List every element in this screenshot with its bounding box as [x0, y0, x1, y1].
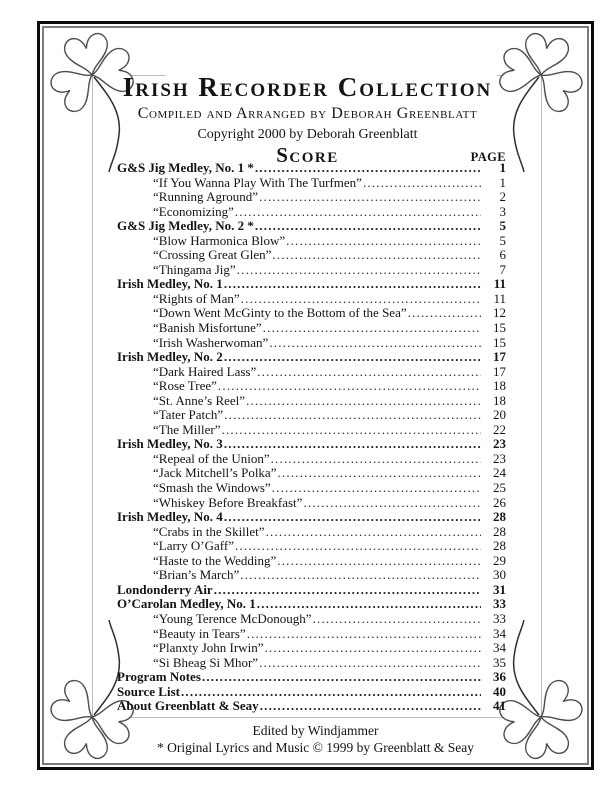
toc-dot-leader — [257, 365, 481, 380]
toc-dot-leader — [224, 510, 481, 525]
toc-entry-page-number: 33 — [493, 596, 506, 612]
toc-dot-leader — [224, 277, 481, 292]
toc-entry — [117, 365, 506, 380]
toc-entry-label: “Thingama Jig” — [153, 261, 236, 277]
toc-entry-label: “Rights of Man” — [153, 290, 240, 306]
toc-entry-page-number: 28 — [493, 509, 506, 525]
toc-entry-label: “Economizing” — [153, 203, 234, 219]
toc-dot-leader — [235, 205, 481, 220]
toc-dot-leader — [257, 597, 481, 612]
toc-entry — [117, 234, 506, 249]
toc-entry-page-number: 2 — [499, 189, 506, 205]
toc-entry-page-number: 23 — [493, 436, 506, 452]
toc-entry-page-number: 34 — [493, 625, 506, 641]
toc-entry-label: “Larry O’Gaff” — [153, 538, 234, 554]
toc-entry-label: “Si Bheag Si Mhor” — [153, 654, 259, 670]
toc-entry — [117, 205, 506, 220]
toc-entry-page-number: 17 — [493, 349, 506, 365]
toc-entry-label: G&S Jig Medley, No. 2 * — [117, 218, 254, 234]
page-footer — [37, 723, 594, 756]
toc-entry-label: “Brian’s March” — [153, 567, 240, 583]
toc-dot-leader — [214, 583, 481, 598]
toc-dot-leader — [263, 321, 481, 336]
toc-entry-label: “Blow Harmonica Blow” — [153, 232, 286, 248]
arranger-subtitle: Compiled and Arranged by Deborah Greenblatt — [137, 105, 478, 122]
toc-dot-leader — [264, 641, 481, 656]
toc-entry — [117, 597, 506, 612]
toc-dot-leader — [277, 554, 481, 569]
toc-entry — [117, 656, 506, 671]
toc-entry-label: “Beauty in Tears” — [153, 625, 246, 641]
toc-entry-page-number: 23 — [493, 450, 506, 466]
toc-entry-page-number: 15 — [493, 320, 506, 336]
toc-entry — [117, 176, 506, 191]
toc-entry — [117, 583, 506, 598]
toc-entry-label: “Running Aground” — [153, 189, 259, 205]
original-music-rights-line: * Original Lyrics and Music © 1999 by Greenblatt & Seay — [157, 739, 474, 755]
toc-entry-label: “Whiskey Before Breakfast” — [153, 494, 303, 510]
toc-dot-leader — [202, 670, 481, 685]
toc-entry-label: “Smash the Windows” — [153, 480, 271, 496]
toc-entry-label: Source List — [117, 683, 180, 699]
toc-list — [117, 161, 506, 714]
toc-dot-leader — [218, 379, 481, 394]
toc-dot-leader — [237, 263, 481, 278]
toc-entry — [117, 321, 506, 336]
toc-entry-page-number: 41 — [493, 698, 506, 714]
toc-dot-leader — [313, 612, 481, 627]
toc-dot-leader — [277, 466, 481, 481]
toc-dot-leader — [255, 219, 481, 234]
collection-title: Irish Recorder Collection — [122, 72, 493, 102]
toc-entry-label: “If You Wanna Play With The Turfmen” — [153, 174, 362, 190]
toc-entry-label: “Haste to the Wedding” — [153, 552, 277, 568]
toc-entry-page-number: 1 — [499, 174, 506, 190]
toc-entry-page-number: 31 — [493, 581, 506, 597]
toc-entry-label: “Crossing Great Glen” — [153, 247, 272, 263]
toc-entry — [117, 510, 506, 525]
toc-dot-leader — [235, 539, 481, 554]
toc-entry — [117, 525, 506, 540]
toc-dot-leader — [224, 437, 481, 452]
toc-dot-leader — [272, 248, 481, 263]
toc-entry — [117, 219, 506, 234]
toc-entry — [117, 379, 506, 394]
toc-entry — [117, 627, 506, 642]
toc-entry-label: Irish Medley, No. 1 — [117, 276, 223, 292]
toc-entry-page-number: 28 — [493, 538, 506, 554]
toc-dot-leader — [255, 161, 481, 176]
toc-entry-page-number: 5 — [499, 218, 506, 234]
toc-dot-leader — [272, 481, 481, 496]
toc-entry — [117, 408, 506, 423]
toc-entry-label: “Dark Haired Lass” — [153, 363, 257, 379]
copyright-line: Copyright 2000 by Deborah Greenblatt — [197, 127, 418, 142]
toc-entry — [117, 248, 506, 263]
toc-entry-label: “Jack Mitchell’s Polka” — [153, 465, 277, 481]
toc-entry-page-number: 11 — [493, 290, 506, 306]
toc-dot-leader — [259, 656, 481, 671]
toc-dot-leader — [247, 627, 481, 642]
toc-entry-label: “Repeal of the Union” — [153, 450, 270, 466]
toc-entry-page-number: 12 — [493, 305, 506, 321]
toc-entry-page-number: 15 — [493, 334, 506, 350]
toc-entry-label: Irish Medley, No. 3 — [117, 436, 223, 452]
score-section-title: Score — [276, 143, 339, 167]
toc-entry-page-number: 6 — [499, 247, 506, 263]
toc-entry — [117, 277, 506, 292]
toc-entry-page-number: 5 — [499, 232, 506, 248]
toc-entry-label: G&S Jig Medley, No. 1 * — [117, 160, 254, 175]
toc-entry-page-number: 40 — [493, 683, 506, 699]
toc-entry — [117, 423, 506, 438]
toc-entry-label: “The Miller” — [153, 421, 221, 437]
toc-entry-page-number: 3 — [499, 203, 506, 219]
toc-entry-label: “Tater Patch” — [153, 407, 224, 423]
toc-entry-page-number: 26 — [493, 494, 506, 510]
toc-entry-label: Londonderry Air — [117, 581, 213, 597]
toc-entry-label: Irish Medley, No. 4 — [117, 509, 223, 525]
toc-entry-label: “Young Terence McDonough” — [153, 610, 312, 626]
toc-dot-leader — [181, 685, 481, 700]
toc-dot-leader — [271, 452, 481, 467]
toc-dot-leader — [408, 306, 481, 321]
toc-entry — [117, 496, 506, 511]
toc-dot-leader — [240, 568, 481, 583]
toc-entry-page-number: 1 — [499, 160, 506, 175]
toc-entry — [117, 554, 506, 569]
toc-dot-leader — [246, 394, 481, 409]
toc-entry-page-number: 24 — [493, 465, 506, 481]
toc-dot-leader — [303, 496, 481, 511]
edited-by-line: Edited by Windjammer — [252, 723, 379, 738]
toc-dot-leader — [363, 176, 481, 191]
toc-entry-label: “Banish Misfortune” — [153, 320, 262, 336]
toc-entry-page-number: 7 — [499, 261, 506, 277]
toc-entry-label: “Rose Tree” — [153, 378, 217, 394]
toc-entry — [117, 466, 506, 481]
page-column-header: PAGE — [470, 150, 506, 164]
toc-entry-label: “Down Went McGinty to the Bottom of the Sea” — [153, 305, 407, 321]
toc-entry — [117, 641, 506, 656]
toc-entry-label: Program Notes — [117, 669, 201, 685]
toc-entry — [117, 539, 506, 554]
toc-entry-page-number: 34 — [493, 640, 506, 656]
toc-dot-leader — [222, 423, 482, 438]
toc-dot-leader — [266, 525, 481, 540]
toc-dot-leader — [224, 350, 481, 365]
toc-entry — [117, 568, 506, 583]
toc-entry — [117, 292, 506, 307]
toc-dot-leader — [286, 234, 481, 249]
toc-entry — [117, 190, 506, 205]
toc-entry — [117, 336, 506, 351]
toc-entry-page-number: 35 — [493, 654, 506, 670]
toc-entry — [117, 437, 506, 452]
toc-dot-leader — [269, 336, 481, 351]
toc-entry-label: “Crabs in the Skillet” — [153, 523, 265, 539]
toc-entry — [117, 481, 506, 496]
toc-entry — [117, 394, 506, 409]
toc-entry — [117, 350, 506, 365]
toc-entry-page-number: 28 — [493, 523, 506, 539]
toc-entry-page-number: 18 — [493, 378, 506, 394]
toc-entry-label: “St. Anne’s Reel” — [153, 392, 246, 408]
toc-entry — [117, 263, 506, 278]
toc-entry — [117, 452, 506, 467]
toc-entry-page-number: 22 — [493, 421, 506, 437]
thin-frame-line-bottom — [92, 717, 541, 718]
toc-dot-leader — [241, 292, 481, 307]
toc-entry-page-number: 18 — [493, 392, 506, 408]
toc-entry-label: Irish Medley, No. 2 — [117, 349, 223, 365]
toc-entry — [117, 685, 506, 700]
toc-entry-page-number: 36 — [493, 669, 506, 685]
toc-entry — [117, 161, 506, 176]
toc-entry-label: “Planxty John Irwin” — [153, 640, 264, 656]
toc-entry — [117, 699, 506, 714]
toc-entry — [117, 612, 506, 627]
toc-dot-leader — [224, 408, 481, 423]
toc-entry-page-number: 30 — [493, 567, 506, 583]
toc-entry-page-number: 29 — [493, 552, 506, 568]
toc-dot-leader — [260, 699, 481, 714]
toc-entry-label: “Irish Washerwoman” — [153, 334, 269, 350]
toc-dot-leader — [259, 190, 481, 205]
toc-entry-label: O’Carolan Medley, No. 1 — [117, 596, 256, 612]
toc-entry-page-number: 11 — [493, 276, 506, 292]
toc-entry-page-number: 17 — [493, 363, 506, 379]
toc-entry — [117, 306, 506, 321]
toc-entry — [117, 670, 506, 685]
toc-entry-page-number: 25 — [493, 480, 506, 496]
toc-entry-page-number: 33 — [493, 610, 506, 626]
toc-entry-label: About Greenblatt & Seay — [117, 698, 259, 714]
toc-entry-page-number: 20 — [493, 407, 506, 423]
